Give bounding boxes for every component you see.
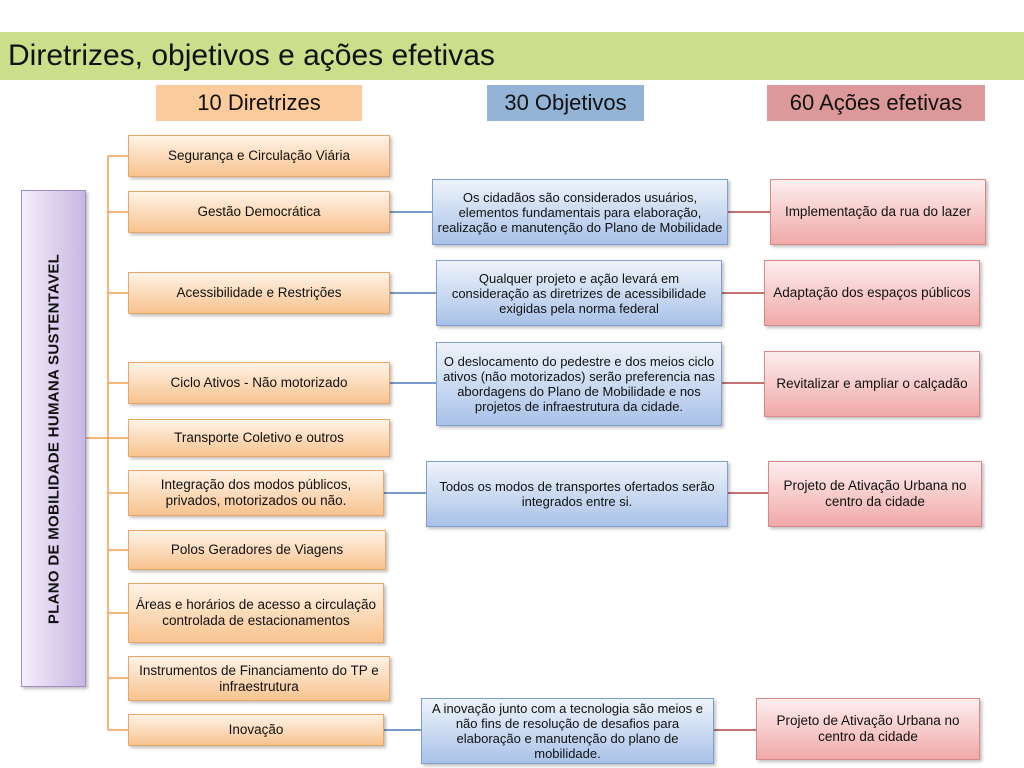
objetivo-2: Qualquer projeto e ação levará em consideração as diretrizes de acessibilidade exigidas pela norma federal: [436, 260, 722, 326]
diretriz-9: Instrumentos de Financiamento do TP e infraestrutura: [128, 656, 390, 701]
header-diretrizes: 10 Diretrizes: [156, 85, 362, 121]
diretriz-6: Integração dos modos públicos, privados, motorizados ou não.: [128, 470, 384, 516]
objetivo-4: Todos os modos de transportes ofertados serão integrados entre si.: [426, 461, 728, 527]
objetivo-5: A inovação junto com a tecnologia são meios e não fins de resolução de desafios para elaboração e manutenção do plano de mobilidade.: [421, 698, 714, 764]
acao-1: Implementação da rua do lazer: [770, 179, 986, 245]
diretriz-3: Acessibilidade e Restrições: [128, 272, 390, 314]
page-title: Diretrizes, objetivos e ações efetivas: [8, 39, 495, 72]
diretriz-8: Áreas e horários de acesso a circulação controlada de estacionamentos: [128, 583, 384, 643]
plan-box: [21, 190, 86, 687]
plan-label: PLANO DE MOBILIDADE HUMANA SUSTENTAVEL: [45, 253, 62, 624]
diretriz-2: Gestão Democrática: [128, 191, 390, 233]
acao-3: Revitalizar e ampliar o calçadão: [764, 351, 980, 417]
diretriz-1: Segurança e Circulação Viária: [128, 135, 390, 177]
acao-5: Projeto de Ativação Urbana no centro da cidade: [756, 698, 980, 760]
diretriz-4: Ciclo Ativos - Não motorizado: [128, 362, 390, 404]
objetivo-1: Os cidadãos são considerados usuários, elementos fundamentais para elaboração, realização e manutenção do Plano de Mobilidade: [432, 179, 728, 245]
diretriz-5: Transporte Coletivo e outros: [128, 419, 390, 457]
acao-4: Projeto de Ativação Urbana no centro da cidade: [768, 461, 982, 527]
acao-2: Adaptação dos espaços públicos: [764, 260, 980, 326]
header-objetivos: 30 Objetivos: [487, 85, 644, 121]
diretriz-7: Polos Geradores de Viagens: [128, 530, 386, 570]
objetivo-3: O deslocamento do pedestre e dos meios ciclo ativos (não motorizados) serão preferencia nas abordagens do Plano de Mobilidade e nos projetos de infraestrutura da cidade.: [436, 342, 722, 426]
diretriz-10: Inovação: [128, 714, 384, 746]
header-acoes: 60 Ações efetivas: [767, 85, 985, 121]
